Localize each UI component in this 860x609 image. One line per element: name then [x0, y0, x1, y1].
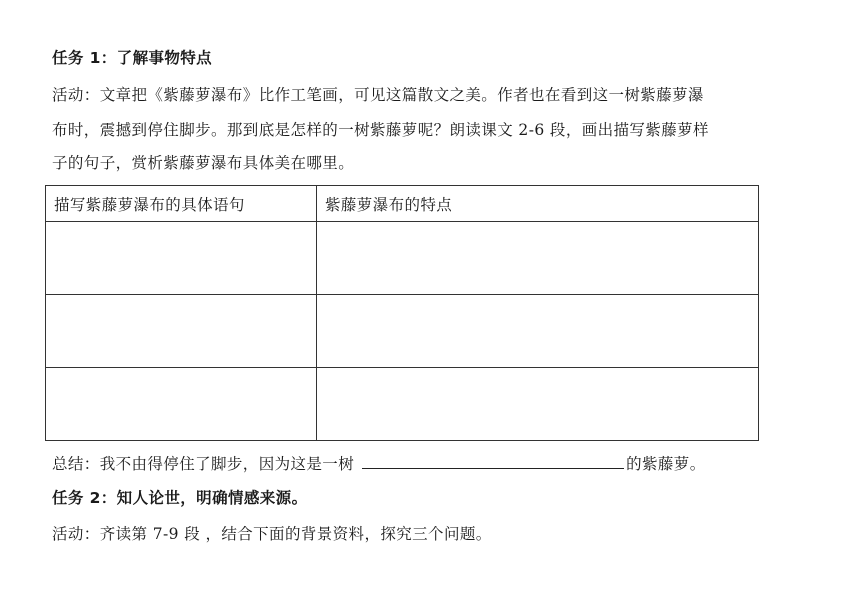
feature-cell[interactable]	[317, 295, 759, 368]
header-sentences: 描写紫藤萝瀑布的具体语句	[46, 186, 317, 222]
header-features: 紫藤萝瀑布的特点	[317, 186, 759, 222]
feature-cell[interactable]	[317, 222, 759, 295]
summary-prefix: 总结：我不由得停住了脚步，因为这是一树	[52, 455, 355, 473]
summary-blank[interactable]	[362, 452, 624, 469]
table-header-row	[46, 186, 759, 222]
task1-activity-line-1: 活动：文章把《紫藤萝瀑布》比作工笔画，可见这篇散文之美。作者也在看到这一树紫藤萝瀑	[52, 86, 704, 104]
sentence-cell[interactable]	[46, 222, 317, 295]
task2-activity-line: 活动：齐读第 7-9 段 ，结合下面的背景资料，探究三个问题。	[52, 525, 492, 543]
analysis-table	[45, 185, 759, 441]
task1-title: 任务 1：了解事物特点	[52, 49, 213, 67]
table-row	[46, 295, 759, 368]
sentence-cell[interactable]	[46, 295, 317, 368]
feature-cell[interactable]	[317, 368, 759, 441]
table-row	[46, 222, 759, 295]
sentence-cell[interactable]	[46, 368, 317, 441]
task1-activity-line-3: 子的句子，赏析紫藤萝瀑布具体美在哪里。	[52, 154, 355, 172]
table-row	[46, 368, 759, 441]
task2-title: 任务 2：知人论世，明确情感来源。	[52, 489, 308, 507]
task1-activity-line-2: 布时，震撼到停住脚步。那到底是怎样的一树紫藤萝呢？朗读课文 2-6 段，画出描写紫藤萝样	[52, 121, 709, 139]
summary-suffix: 的紫藤萝。	[626, 455, 706, 473]
summary-line	[52, 452, 706, 474]
